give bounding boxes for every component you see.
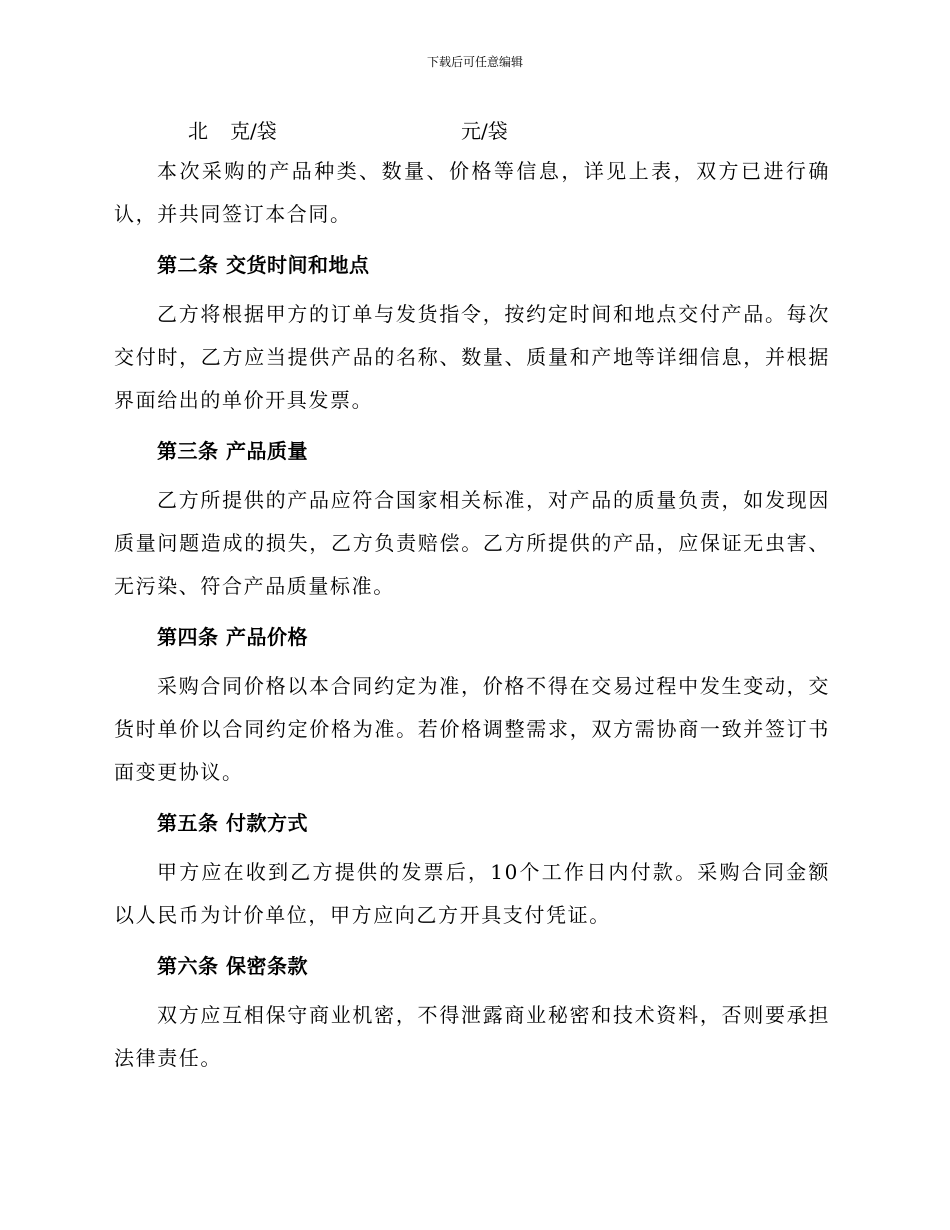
intro-paragraph: 本次采购的产品种类、数量、价格等信息，详见上表，双方已进行确认，并共同签订本合同。 bbox=[114, 159, 830, 226]
page-header-note: 下载后可任意编辑 bbox=[426, 55, 523, 69]
article-5-heading: 第五条 付款方式 bbox=[157, 811, 308, 835]
article-5-paragraph: 甲方应在收到乙方提供的发票后，10个工作日内付款。采购合同金额以人民币为计价单位，甲方应向乙方开具支付凭证。 bbox=[114, 860, 830, 927]
contract-body bbox=[114, 150, 830, 1080]
article-2-heading: 第二条 交货时间和地点 bbox=[157, 253, 370, 277]
article-4-paragraph: 采购合同价格以本合同约定为准，价格不得在交易过程中发生变动，交货时单价以合同约定价格为准。若价格调整需求，双方需协商一致并签订书面变更协议。 bbox=[114, 674, 830, 784]
article-3-heading: 第三条 产品质量 bbox=[157, 439, 308, 463]
table-cell-weight-unit: 克/袋 bbox=[230, 119, 277, 143]
article-3-paragraph: 乙方所提供的产品应符合国家相关标准，对产品的质量负责，如发现因质量问题造成的损失，乙方负责赔偿。乙方所提供的产品，应保证无虫害、无污染、符合产品质量标准。 bbox=[114, 488, 830, 598]
table-cell-price-unit: 元/袋 bbox=[461, 119, 508, 143]
table-cell-origin: 北 bbox=[188, 119, 208, 143]
article-6-heading: 第六条 保密条款 bbox=[157, 954, 308, 978]
article-4-heading: 第四条 产品价格 bbox=[157, 625, 308, 649]
article-2-paragraph: 乙方将根据甲方的订单与发货指令，按约定时间和地点交付产品。每次交付时，乙方应当提供产品的名称、数量、质量和产地等详细信息，并根据界面给出的单价开具发票。 bbox=[114, 302, 830, 412]
table-fragment-row bbox=[0, 118, 950, 144]
article-6-paragraph: 双方应互相保守商业机密，不得泄露商业秘密和技术资料，否则要承担法律责任。 bbox=[114, 1003, 830, 1070]
